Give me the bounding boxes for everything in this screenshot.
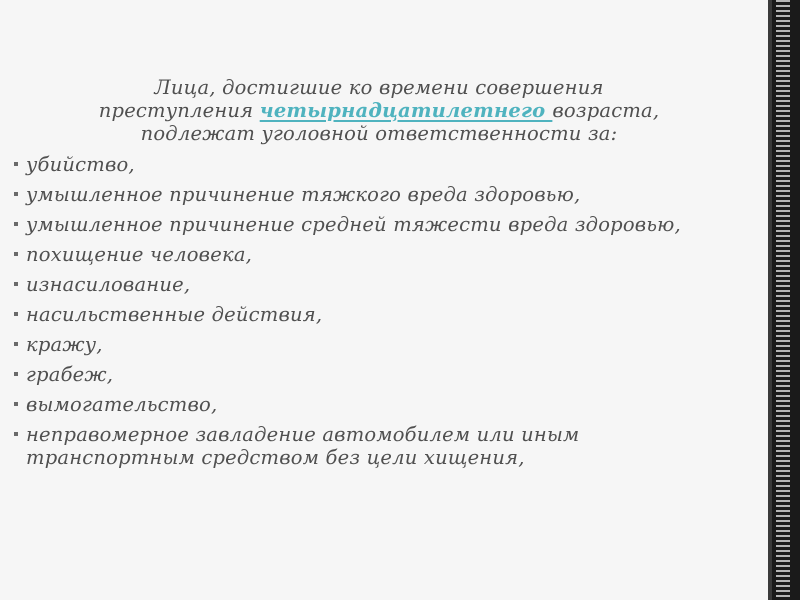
bullet-icon — [14, 312, 18, 316]
intro-line-3: подлежат уголовной ответственности за: — [140, 122, 618, 145]
list-item — [14, 153, 744, 176]
list-item-text: кражу, — [26, 333, 103, 356]
list-item — [14, 183, 744, 206]
bullet-icon — [14, 282, 18, 286]
offense-list — [14, 153, 744, 469]
intro-line-2-start: преступления — [98, 99, 260, 122]
list-item — [14, 333, 744, 356]
bullet-icon — [14, 402, 18, 406]
bullet-icon — [14, 252, 18, 256]
film-strip-decoration — [768, 0, 800, 600]
list-item-text: умышленное причинение средней тяжести вреда здоровью, — [26, 213, 681, 236]
bullet-icon — [14, 222, 18, 226]
list-item — [14, 393, 744, 416]
bullet-icon — [14, 162, 18, 166]
list-item — [14, 303, 744, 326]
intro-line-1: Лица, достигшие ко времени совершения — [154, 76, 604, 99]
intro-paragraph — [14, 76, 744, 145]
bullet-icon — [14, 372, 18, 376]
list-item-text: вымогательство, — [26, 393, 218, 416]
intro-line-2-end: возраста, — [552, 99, 660, 122]
list-item-text: грабеж, — [26, 363, 114, 386]
bullet-icon — [14, 342, 18, 346]
list-item-text: насильственные действия, — [26, 303, 323, 326]
film-perforation — [776, 0, 790, 600]
list-item — [14, 213, 744, 236]
list-item-text: неправомерное завладение автомобилем или иным транспортным средством без цели хищения, — [26, 423, 580, 469]
film-strip-edge — [768, 0, 772, 600]
list-item-text: убийство, — [26, 153, 135, 176]
slide-content — [14, 76, 744, 476]
list-item — [14, 363, 744, 386]
list-item-text: умышленное причинение тяжкого вреда здоровью, — [26, 183, 581, 206]
list-item-text: изнасилование, — [26, 273, 191, 296]
list-item-text: похищение человека, — [26, 243, 253, 266]
list-item — [14, 243, 744, 266]
bullet-icon — [14, 432, 18, 436]
list-item — [14, 423, 744, 469]
highlighted-age-link[interactable]: четырнадцатилетнего — [259, 99, 553, 122]
bullet-icon — [14, 192, 18, 196]
list-item — [14, 273, 744, 296]
